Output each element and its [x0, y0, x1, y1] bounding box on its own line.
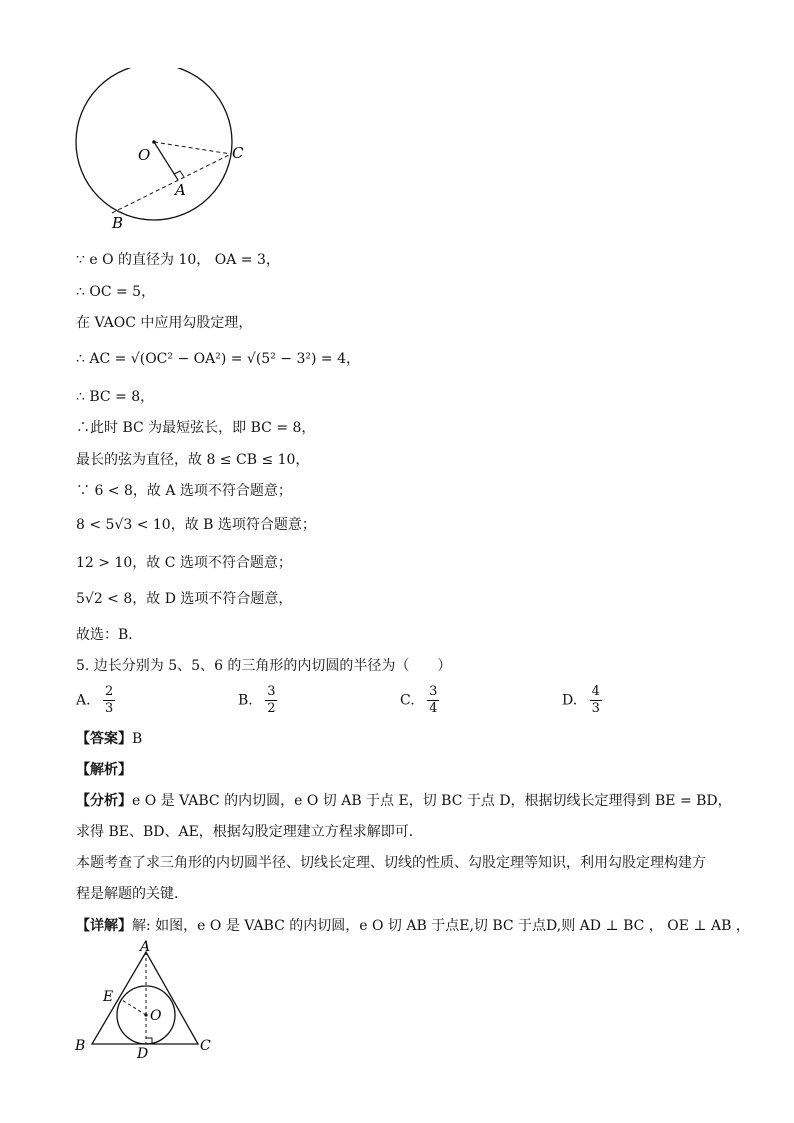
analysis-line-2: 求得 BE、BD、AE，根据勾股定理建立方程求解即可． [76, 824, 423, 840]
analysis-heading: 【解析】 [76, 762, 132, 778]
label-d: D [137, 1046, 149, 1062]
option-c-label: C. [400, 692, 415, 709]
label-e: E [103, 989, 114, 1005]
solution-line-3: 在 VAOC 中应用勾股定理， [76, 315, 253, 331]
analysis-line-4: 程是解题的关键． [76, 886, 188, 902]
segment-oc [154, 142, 231, 154]
option-d-denominator: 3 [591, 701, 600, 716]
label-c: C [200, 1038, 211, 1054]
label-a: A [175, 181, 186, 199]
option-c-denominator: 4 [429, 701, 438, 716]
answer-line [76, 729, 142, 749]
solution-line-12: 故选：B． [76, 627, 143, 643]
option-d-fraction [590, 684, 602, 717]
answer-value: B [132, 731, 143, 747]
option-a-denominator: 3 [105, 701, 114, 716]
solution-line-2: ∴ OC = 5， [76, 284, 156, 300]
solution-line-5: ∴ BC = 8， [76, 389, 155, 405]
option-a-label: A. [76, 692, 91, 709]
analysis-line-1 [76, 791, 732, 811]
option-d-numerator: 4 [591, 684, 600, 699]
label-a: A [140, 940, 151, 955]
analysis-text-1: e O 是 VABC 的内切圆，e O 切 AB 于点 E，切 BC 于点 D，根据切线长定理得到 BE = BD， [132, 793, 732, 809]
option-b [238, 684, 277, 717]
label-b: B [112, 214, 124, 232]
option-d-label: D. [562, 692, 578, 709]
option-a-numerator: 2 [105, 684, 114, 699]
option-a [76, 684, 115, 717]
solution-line-11: 5√2 < 8，故 D 选项不符合题意， [76, 591, 293, 607]
option-d [562, 684, 602, 717]
chord-bc [112, 154, 231, 213]
option-c-fraction [427, 684, 439, 717]
detail-label: 【详解】 [76, 918, 132, 934]
option-c [400, 684, 439, 717]
circle-chord-figure [70, 68, 250, 238]
label-c: C [232, 144, 244, 162]
option-b-numerator: 3 [267, 684, 276, 699]
solution-line-7: 最长的弦为直径，故 8 ≤ CB ≤ 10， [76, 452, 310, 468]
incircle-triangle-figure [70, 940, 230, 1065]
incenter-point [144, 1013, 147, 1016]
analysis-line-3: 本题考查了求三角形的内切圆半径、切线长定理、切线的性质、勾股定理等知识，利用勾股定理构建方 [76, 855, 706, 871]
label-o: O [150, 1008, 162, 1024]
circle-o [76, 68, 232, 220]
option-c-numerator: 3 [429, 684, 438, 699]
solution-line-10: 12 > 10，故 C 选项不符合题意； [76, 555, 292, 571]
answer-label: 【答案】 [76, 731, 132, 747]
segment-oe [122, 1000, 146, 1015]
detail-text: 解: 如图，e O 是 VABC 的内切圆，e O 切 AB 于点E,切 BC 于点D,则 AD ⊥ BC ， OE ⊥ AB ， [132, 918, 750, 934]
solution-line-6: ∴此时 BC 为最短弦长，即 BC = 8， [76, 420, 316, 436]
label-b: B [75, 1038, 86, 1054]
detail-line [76, 916, 750, 936]
solution-line-1: ∵ e O 的直径为 10， OA = 3， [76, 252, 280, 268]
question-5-stem: 5. 边长分别为 5、5、6 的三角形的内切圆的半径为（ ） [76, 658, 452, 674]
option-b-denominator: 2 [267, 701, 276, 716]
solution-line-8: ∵ 6 < 8，故 A 选项不符合题意； [76, 483, 292, 499]
solution-line-9: 8 < 5√3 < 10，故 B 选项符合题意； [76, 517, 316, 533]
solution-line-4: ∴ AC = √(OC² − OA²) = √(5² − 3²) = 4， [76, 351, 360, 367]
option-b-label: B. [238, 692, 253, 709]
center-point [152, 140, 156, 144]
label-o: O [138, 146, 151, 164]
option-a-fraction [103, 684, 115, 717]
analysis-label: 【分析】 [76, 793, 132, 809]
option-b-fraction [265, 684, 277, 717]
